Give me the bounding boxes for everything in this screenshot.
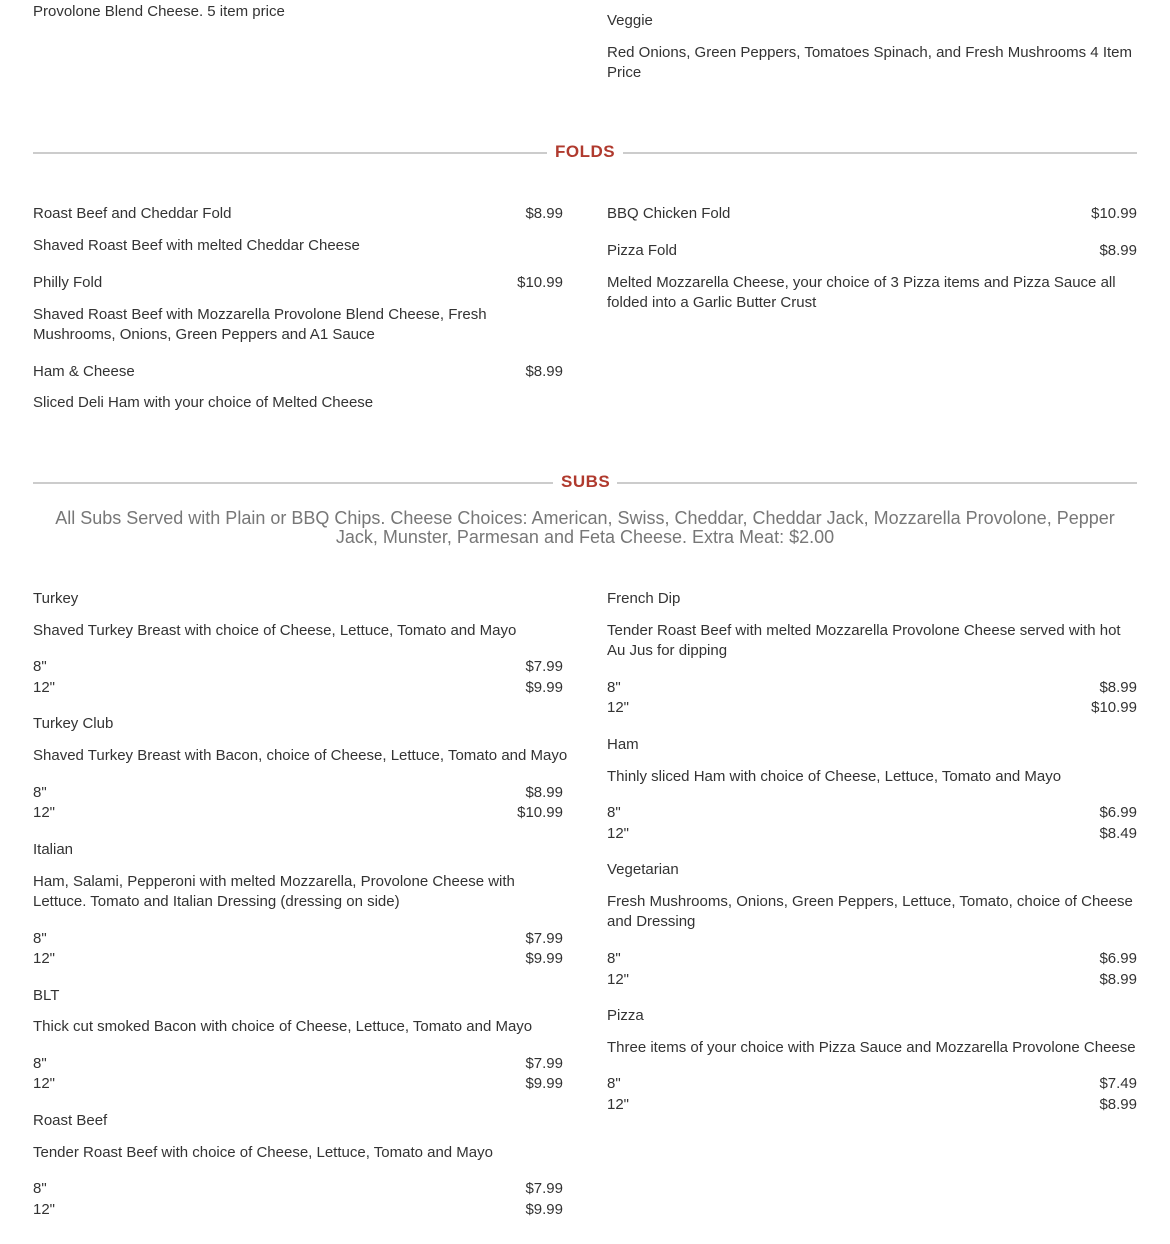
section-divider-right	[617, 482, 1137, 484]
item-description: Red Onions, Green Peppers, Tomatoes Spinach, and Fresh Mushrooms 4 Item Price	[607, 44, 1132, 81]
section-title-subs: SUBS	[561, 472, 611, 491]
size-label: 12"	[33, 1075, 56, 1092]
item-description: Tender Roast Beef with choice of Cheese, Lettuce, Tomato and Mayo	[33, 1144, 493, 1161]
size-price: $7.99	[525, 930, 563, 947]
size-price: $7.99	[525, 1055, 563, 1072]
section-divider-right	[623, 152, 1137, 154]
item-name: Italian	[33, 841, 74, 858]
size-label: 8"	[33, 658, 47, 675]
item-name: Pizza Fold	[607, 242, 678, 259]
item-price: $10.99	[1091, 205, 1137, 222]
section-divider-left	[33, 482, 553, 484]
size-label: 12"	[607, 1096, 630, 1113]
size-price: $9.99	[525, 1075, 563, 1092]
size-label: 12"	[607, 699, 630, 716]
item-name: Roast Beef and Cheddar Fold	[33, 205, 232, 222]
section-divider-left	[33, 152, 547, 154]
subs-note: All Subs Served with Plain or BBQ Chips. Cheese Choices: American, Swiss, Cheddar, Cheddar Jack, Mozzarella Provolone, Pepper Jack, Munster, Parmesan and Feta Cheese. Extra Meat: $2.00	[55, 508, 1115, 547]
size-label: 12"	[33, 1201, 56, 1218]
item-description: Sliced Deli Ham with your choice of Melted Cheese	[33, 394, 374, 411]
size-label: 12"	[607, 971, 630, 988]
item-name: BBQ Chicken Fold	[607, 205, 731, 222]
item-price: $8.99	[1099, 242, 1137, 259]
item-name: Ham & Cheese	[33, 363, 135, 380]
size-label: 8"	[607, 679, 621, 696]
section-title-folds: FOLDS	[555, 142, 616, 161]
size-price: $7.49	[1099, 1075, 1137, 1092]
size-price: $9.99	[525, 1201, 563, 1218]
item-price: $8.99	[525, 363, 563, 380]
item-name: Turkey Club	[33, 715, 114, 732]
item-name: Roast Beef	[33, 1112, 108, 1129]
item-description: Shaved Roast Beef with melted Cheddar Cheese	[33, 237, 360, 254]
item-description: Ham, Salami, Pepperoni with melted Mozzarella, Provolone Cheese with Lettuce. Tomato and Italian Dressing (dressing on side)	[33, 873, 515, 910]
item-name: Turkey	[33, 590, 79, 607]
size-label: 8"	[607, 1075, 621, 1092]
size-label: 8"	[33, 1180, 47, 1197]
item-price: $8.99	[525, 205, 563, 222]
size-price: $7.99	[525, 1180, 563, 1197]
item-description: Shaved Roast Beef with Mozzarella Provolone Blend Cheese, Fresh Mushrooms, Onions, Green Peppers and A1 Sauce	[33, 306, 487, 343]
size-price: $10.99	[1091, 699, 1137, 716]
size-price: $8.99	[1099, 1096, 1137, 1113]
item-description: Shaved Turkey Breast with choice of Cheese, Lettuce, Tomato and Mayo	[33, 622, 517, 639]
size-price: $6.99	[1099, 950, 1137, 967]
size-label: 12"	[607, 825, 630, 842]
size-price: $8.49	[1099, 825, 1137, 842]
item-name: Vegetarian	[607, 861, 679, 878]
item-name: Veggie	[607, 12, 653, 29]
size-price: $10.99	[517, 804, 563, 821]
size-label: 8"	[33, 1055, 47, 1072]
item-description: Provolone Blend Cheese. 5 item price	[33, 3, 285, 20]
size-price: $8.99	[1099, 971, 1137, 988]
size-price: $8.99	[525, 784, 563, 801]
size-price: $9.99	[525, 679, 563, 696]
item-name: BLT	[33, 987, 60, 1004]
size-label: 8"	[33, 784, 47, 801]
item-description: Fresh Mushrooms, Onions, Green Peppers, Lettuce, Tomato, choice of Cheese and Dressing	[607, 893, 1133, 930]
size-price: $8.99	[1099, 679, 1137, 696]
size-label: 8"	[33, 930, 47, 947]
item-name: Pizza	[607, 1007, 644, 1024]
item-description: Thinly sliced Ham with choice of Cheese, Lettuce, Tomato and Mayo	[607, 768, 1062, 785]
item-description: Three items of your choice with Pizza Sauce and Mozzarella Provolone Cheese	[607, 1039, 1136, 1056]
size-price: $6.99	[1099, 804, 1137, 821]
item-description: Melted Mozzarella Cheese, your choice of 3 Pizza items and Pizza Sauce all folded into a Garlic Butter Crust	[607, 274, 1116, 311]
item-description: Shaved Turkey Breast with Bacon, choice of Cheese, Lettuce, Tomato and Mayo	[33, 747, 568, 764]
item-description: Thick cut smoked Bacon with choice of Cheese, Lettuce, Tomato and Mayo	[33, 1018, 533, 1035]
item-description: Tender Roast Beef with melted Mozzarella Provolone Cheese served with hot Au Jus for dipping	[607, 622, 1121, 659]
size-price: $7.99	[525, 658, 563, 675]
size-label: 8"	[607, 804, 621, 821]
size-label: 8"	[607, 950, 621, 967]
item-name: French Dip	[607, 590, 681, 607]
size-price: $9.99	[525, 950, 563, 967]
size-label: 12"	[33, 804, 56, 821]
item-price: $10.99	[517, 274, 563, 291]
item-name: Ham	[607, 736, 639, 753]
size-label: 12"	[33, 950, 56, 967]
item-name: Philly Fold	[33, 274, 103, 291]
size-label: 12"	[33, 679, 56, 696]
